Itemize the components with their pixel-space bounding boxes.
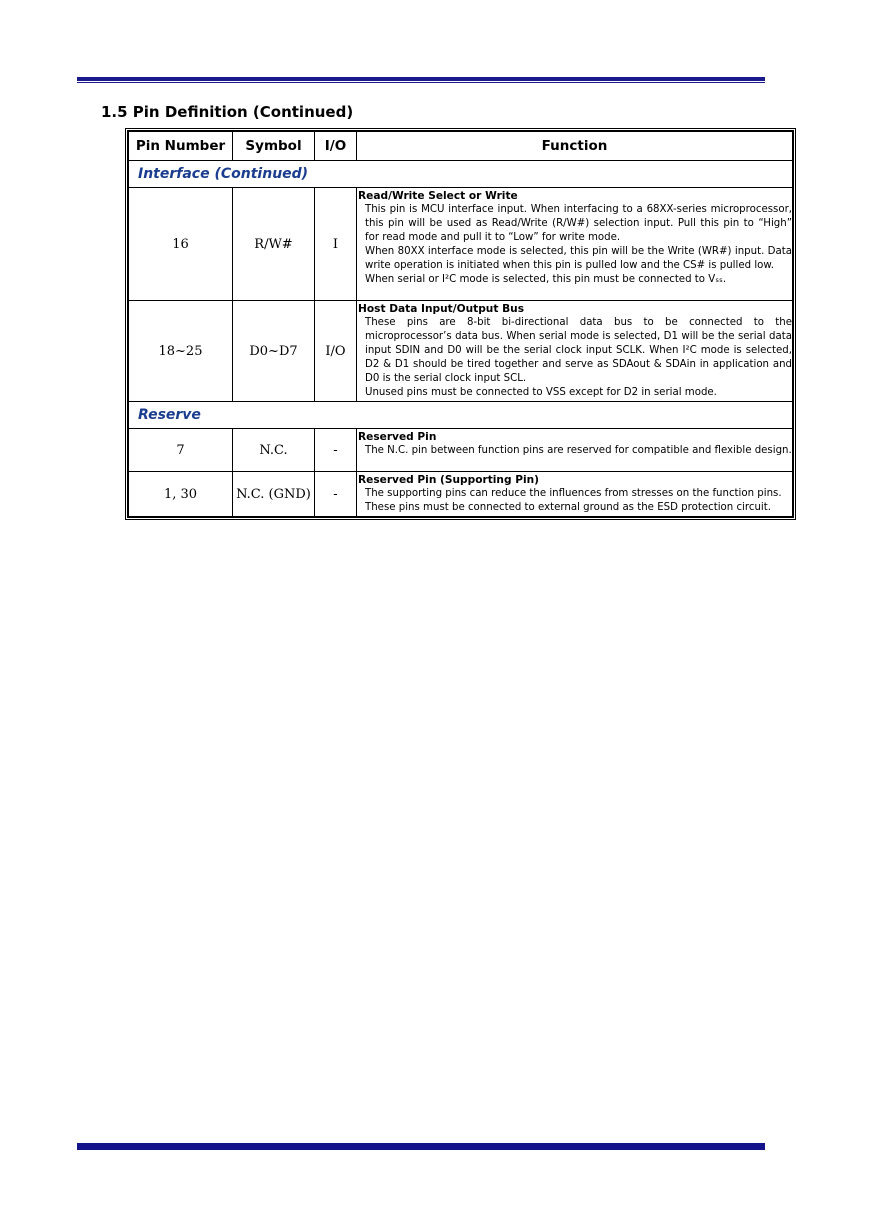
pin-number-cell: 16 — [129, 188, 233, 301]
section-title: 1.5 Pin Definition (Continued) — [101, 103, 354, 121]
header-rule — [77, 77, 765, 84]
function-cell — [357, 188, 793, 301]
symbol-cell: D0~D7 — [233, 301, 315, 402]
footer-rule — [77, 1143, 765, 1150]
io-cell: I/O — [315, 301, 357, 402]
header-io: I/O — [315, 132, 357, 161]
symbol-cell: N.C. (GND) — [233, 472, 315, 517]
table-row — [129, 429, 793, 472]
table-row — [129, 301, 793, 402]
symbol-cell: N.C. — [233, 429, 315, 472]
function-cell — [357, 301, 793, 402]
symbol-cell: R/W# — [233, 188, 315, 301]
function-text: These pins are 8-bit bi-directional data bus to be connected to the microprocessor’s data bus. When serial mode is selected, D1 will be the serial data input SDIN and D0 will be the serial clock input SCLK. When I²C mode is selected, D2 & D1 should be tired together and serve as SDAout & SDAin in application and D0 is the serial clock input SCL. — [365, 317, 792, 384]
function-title: Reserved Pin (Supporting Pin) — [358, 474, 540, 486]
pin-number-cell: 18~25 — [129, 301, 233, 402]
pin-number-cell: 7 — [129, 429, 233, 472]
function-text: This pin is MCU interface input. When interfacing to a 68XX-series microprocessor, this pin will be used as Read/Write (R/W#) selection input. Pull this pin to “High” for read mode and pull it to “Low” for write mode. — [365, 204, 792, 243]
header-pin-number: Pin Number — [129, 132, 233, 161]
pin-definition-table — [125, 128, 796, 520]
function-cell — [357, 429, 793, 472]
io-cell: - — [315, 472, 357, 517]
function-title: Reserved Pin — [358, 431, 437, 443]
function-text: When 80XX interface mode is selected, this pin will be the Write (WR#) input. Data write operation is initiated when this pin is pulled low and the CS# is pulled low. — [365, 246, 792, 271]
io-cell: - — [315, 429, 357, 472]
group-interface-continued: Interface (Continued) — [129, 161, 793, 188]
header-symbol: Symbol — [233, 132, 315, 161]
function-title: Host Data Input/Output Bus — [358, 303, 524, 315]
header-function: Function — [357, 132, 793, 161]
function-text: The N.C. pin between function pins are reserved for compatible and flexible design. — [365, 445, 792, 456]
table-row — [129, 472, 793, 517]
function-cell — [357, 472, 793, 517]
group-reserve: Reserve — [129, 402, 793, 429]
function-text: Unused pins must be connected to VSS except for D2 in serial mode. — [365, 387, 717, 398]
table-row — [129, 188, 793, 301]
function-title: Read/Write Select or Write — [358, 190, 518, 202]
io-cell: I — [315, 188, 357, 301]
function-text: When serial or I²C mode is selected, this pin must be connected to Vₛₛ. — [365, 274, 727, 285]
pin-number-cell: 1, 30 — [129, 472, 233, 517]
function-text: These pins must be connected to external ground as the ESD protection circuit. — [365, 502, 771, 513]
function-text: The supporting pins can reduce the influences from stresses on the function pins. — [365, 488, 782, 499]
